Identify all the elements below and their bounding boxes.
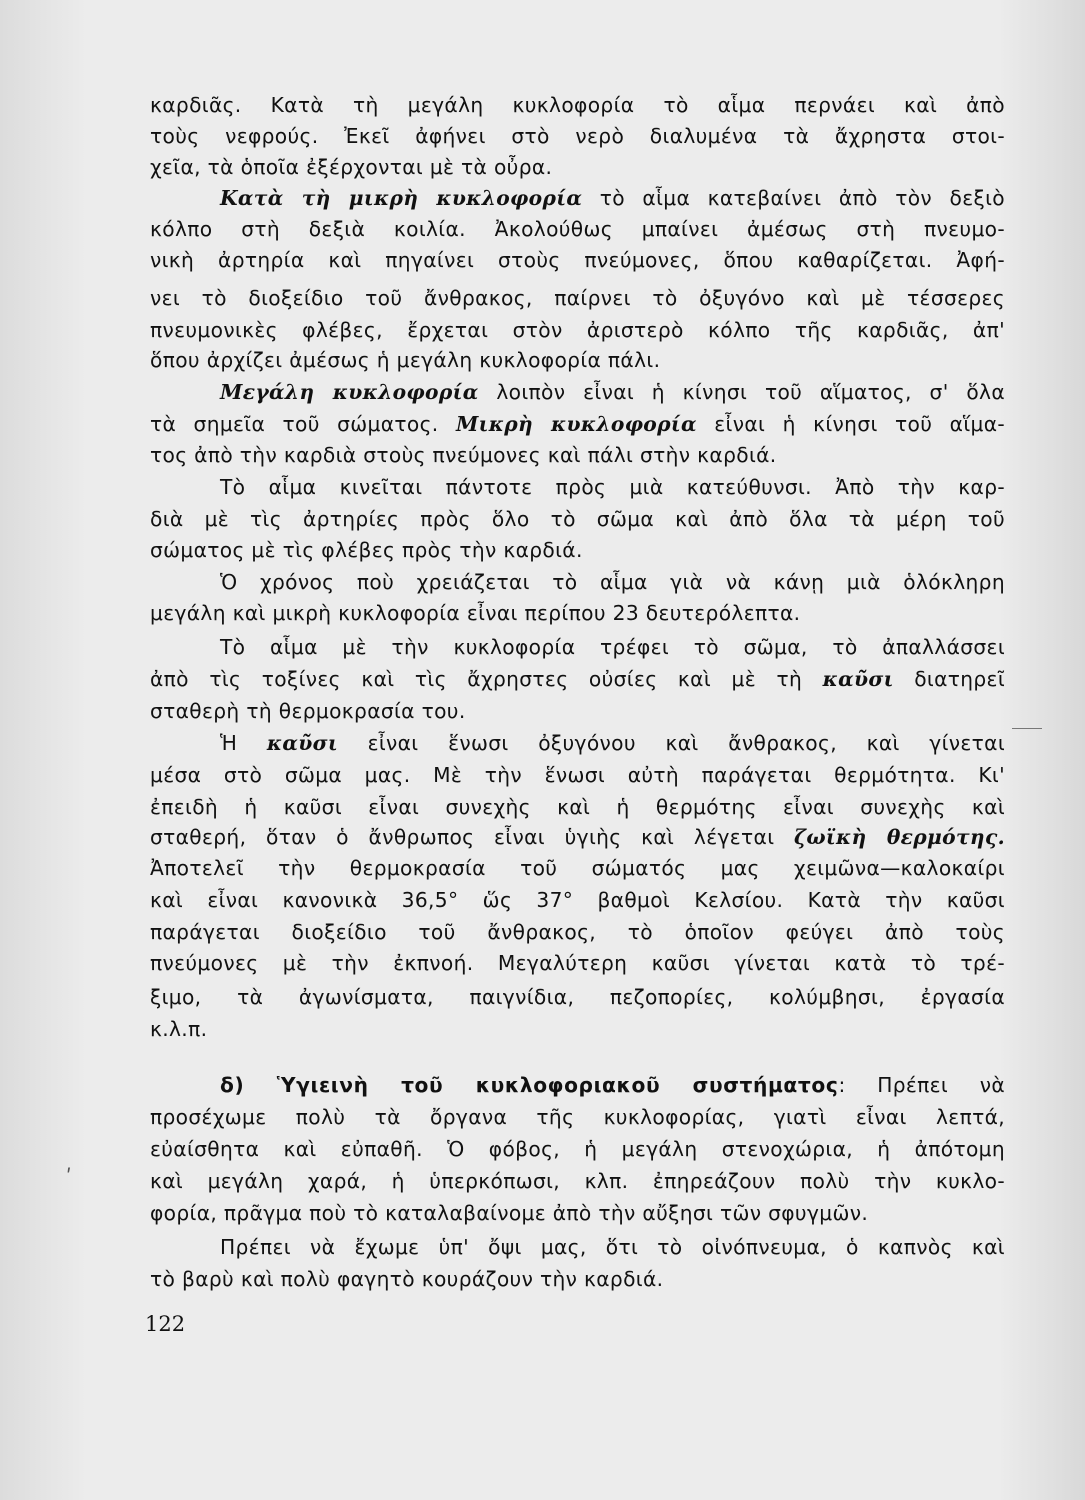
term-mikri-kykloforia-2: Μικρὴ κυκλοφορία [455, 412, 697, 436]
text-line: καρδιᾶς. Κατὰ τὴ μεγάλη κυκλοφορία τὸ αἷμα περνάει καὶ ἀπὸ [150, 93, 1005, 117]
text-line: Ὁ χρόνος ποὺ χρειάζεται τὸ αἷμα γιὰ νὰ κάνῃ μιὰ ὁλόκληρη [220, 570, 1005, 594]
text-line: ἀπὸ τὶς τοξίνες καὶ τὶς ἄχρηστες οὐσίες καὶ μὲ τὴ καῦσι διατηρεῖ [150, 667, 1006, 691]
text-line: σώματος μὲ τὶς φλέβες πρὸς τὴν καρδιά. [150, 538, 583, 562]
text-line: πνεύμονες μὲ τὴν ἐκπνοή. Μεγαλύτερη καῦσι γίνεται κατὰ τὸ τρέ- [150, 951, 1005, 975]
text-line: πνευμονικὲς φλέβες, ἔρχεται στὸν ἀριστερὸ κόλπο τῆς καρδιᾶς, ἀπ' [150, 318, 1005, 342]
text-line: Τὸ αἷμα κινεῖται πάντοτε πρὸς μιὰ κατεύθυνσι. Ἀπὸ τὴν καρ- [220, 475, 1005, 499]
text-line: ξιμο, τὰ ἀγωνίσματα, παιγνίδια, πεζοπορίες, κολύμβησι, ἐργασία [150, 985, 1005, 1009]
text-line: κ.λ.π. [150, 1017, 208, 1041]
text-line: ὅπου ἀρχίζει ἀμέσως ἡ μεγάλη κυκλοφορία πάλι. [150, 348, 661, 372]
text-line: τὰ σημεῖα τοῦ σώματος. Μικρὴ κυκλοφορία εἶναι ἡ κίνησι τοῦ αἵμα- [150, 412, 1005, 436]
text-line: Τὸ αἷμα μὲ τὴν κυκλοφορία τρέφει τὸ σῶμα, τὸ ἀπαλλάσσει [220, 635, 1005, 659]
text-line: τὸ βαρὺ καὶ πολὺ φαγητὸ κουράζουν τὴν καρδιά. [150, 1267, 664, 1291]
text-line: μέσα στὸ σῶμα μας. Μὲ τὴν ἕνωσι αὐτὴ παράγεται θερμότητα. Κι' [150, 763, 1005, 787]
text-line: νικὴ ἀρτηρία καὶ πηγαίνει στοὺς πνεύμονες, ὅπου καθαρίζεται. Ἀφή- [150, 248, 1005, 272]
text-line: Κατὰ τὴ μικρὴ κυκλοφορία τὸ αἷμα κατεβαίνει ἀπὸ τὸν δεξιὸ [220, 186, 1005, 210]
stray-mark: ʹ [66, 1165, 72, 1189]
term-kafsi-2: καῦσι [266, 731, 338, 755]
text-line: καὶ μεγάλη χαρά, ἡ ὑπερκόπωσι, κλπ. ἐπηρεάζουν πολὺ τὴν κυκλο- [150, 1169, 1005, 1193]
page-number: 122 [145, 1312, 186, 1336]
term-kafsi: καῦσι [822, 667, 894, 691]
text-line: διὰ μὲ τὶς ἀρτηρίες πρὸς ὅλο τὸ σῶμα καὶ ἀπὸ ὅλα τὰ μέρη τοῦ [150, 507, 1005, 531]
term-zoiki-thermotis: ζωϊκὴ θερμότης. [794, 825, 1005, 849]
text-line: παράγεται διοξείδιο τοῦ ἄνθρακος, τὸ ὁποῖον φεύγει ἀπὸ τοὺς [150, 920, 1005, 944]
text-line: χεῖα, τὰ ὁποῖα ἐξέρχονται μὲ τὰ οὖρα. [150, 155, 553, 179]
text-line: τοὺς νεφρούς. Ἐκεῖ ἀφήνει στὸ νερὸ διαλυμένα τὰ ἄχρηστα στοι- [150, 124, 1005, 148]
text-line: Μεγάλη κυκλοφορία λοιπὸν εἶναι ἡ κίνησι τοῦ αἵματος, σ' ὅλα [220, 380, 1005, 404]
section-heading: δ) Ὑγιεινὴ τοῦ κυκλοφοριακοῦ συστήματος [220, 1073, 839, 1097]
text-line: Ἡ καῦσι εἶναι ἕνωσι ὀξυγόνου καὶ ἄνθρακος, καὶ γίνεται [220, 731, 1006, 755]
text-line: Ἀποτελεῖ τὴν θερμοκρασία τοῦ σώματός μας χειμῶνα—καλοκαίρι [150, 856, 1005, 880]
stray-mark [1012, 728, 1042, 729]
text-line: καὶ εἶναι κανονικὰ 36,5° ὥς 37° βαθμοὶ Κελσίου. Κατὰ τὴν καῦσι [150, 888, 1005, 912]
text-line: εὐαίσθητα καὶ εὐπαθῆ. Ὁ φόβος, ἡ μεγάλη στενοχώρια, ἡ ἀπότομη [150, 1137, 1005, 1161]
text-line: τος ἀπὸ τὴν καρδιὰ στοὺς πνεύμονες καὶ πάλι στὴν καρδιά. [150, 443, 777, 467]
text-line: κόλπο στὴ δεξιὰ κοιλία. Ἀκολούθως μπαίνει ἀμέσως στὴ πνευμο- [150, 217, 1005, 241]
section-heading-line: δ) Ὑγιεινὴ τοῦ κυκλοφοριακοῦ συστήματος: Πρέπει νὰ [220, 1073, 1006, 1097]
term-megali-kykloforia: Μεγάλη κυκλοφορία [220, 380, 479, 404]
text-line: νει τὸ διοξείδιο τοῦ ἄνθρακος, παίρνει τὸ ὀξυγόνο καὶ μὲ τέσσερες [150, 286, 1005, 310]
text-line: σταθερὴ τὴ θερμοκρασία του. [150, 699, 466, 723]
term-mikri-kykloforia: Κατὰ τὴ μικρὴ κυκλοφορία [220, 186, 583, 210]
text-line: προσέχωμε πολὺ τὰ ὄργανα τῆς κυκλοφορίας, γιατὶ εἶναι λεπτά, [150, 1105, 1005, 1129]
text-line: ἐπειδὴ ἡ καῦσι εἶναι συνεχὴς καὶ ἡ θερμότης εἶναι συνεχὴς καὶ [150, 795, 1005, 819]
text-line: Πρέπει νὰ ἔχωμε ὑπ' ὄψι μας, ὅτι τὸ οἰνόπνευμα, ὁ καπνὸς καὶ [220, 1235, 1005, 1259]
text-line: φορία, πρᾶγμα ποὺ τὸ καταλαβαίνομε ἀπὸ τὴν αὔξησι τῶν σφυγμῶν. [150, 1201, 869, 1225]
text-line: σταθερή, ὅταν ὁ ἄνθρωπος εἶναι ὑγιὴς καὶ λέγεται ζωϊκὴ θερμότης. [150, 825, 1005, 849]
text-line: μεγάλη καὶ μικρὴ κυκλοφορία εἶναι περίπου 23 δευτερόλεπτα. [150, 601, 801, 625]
